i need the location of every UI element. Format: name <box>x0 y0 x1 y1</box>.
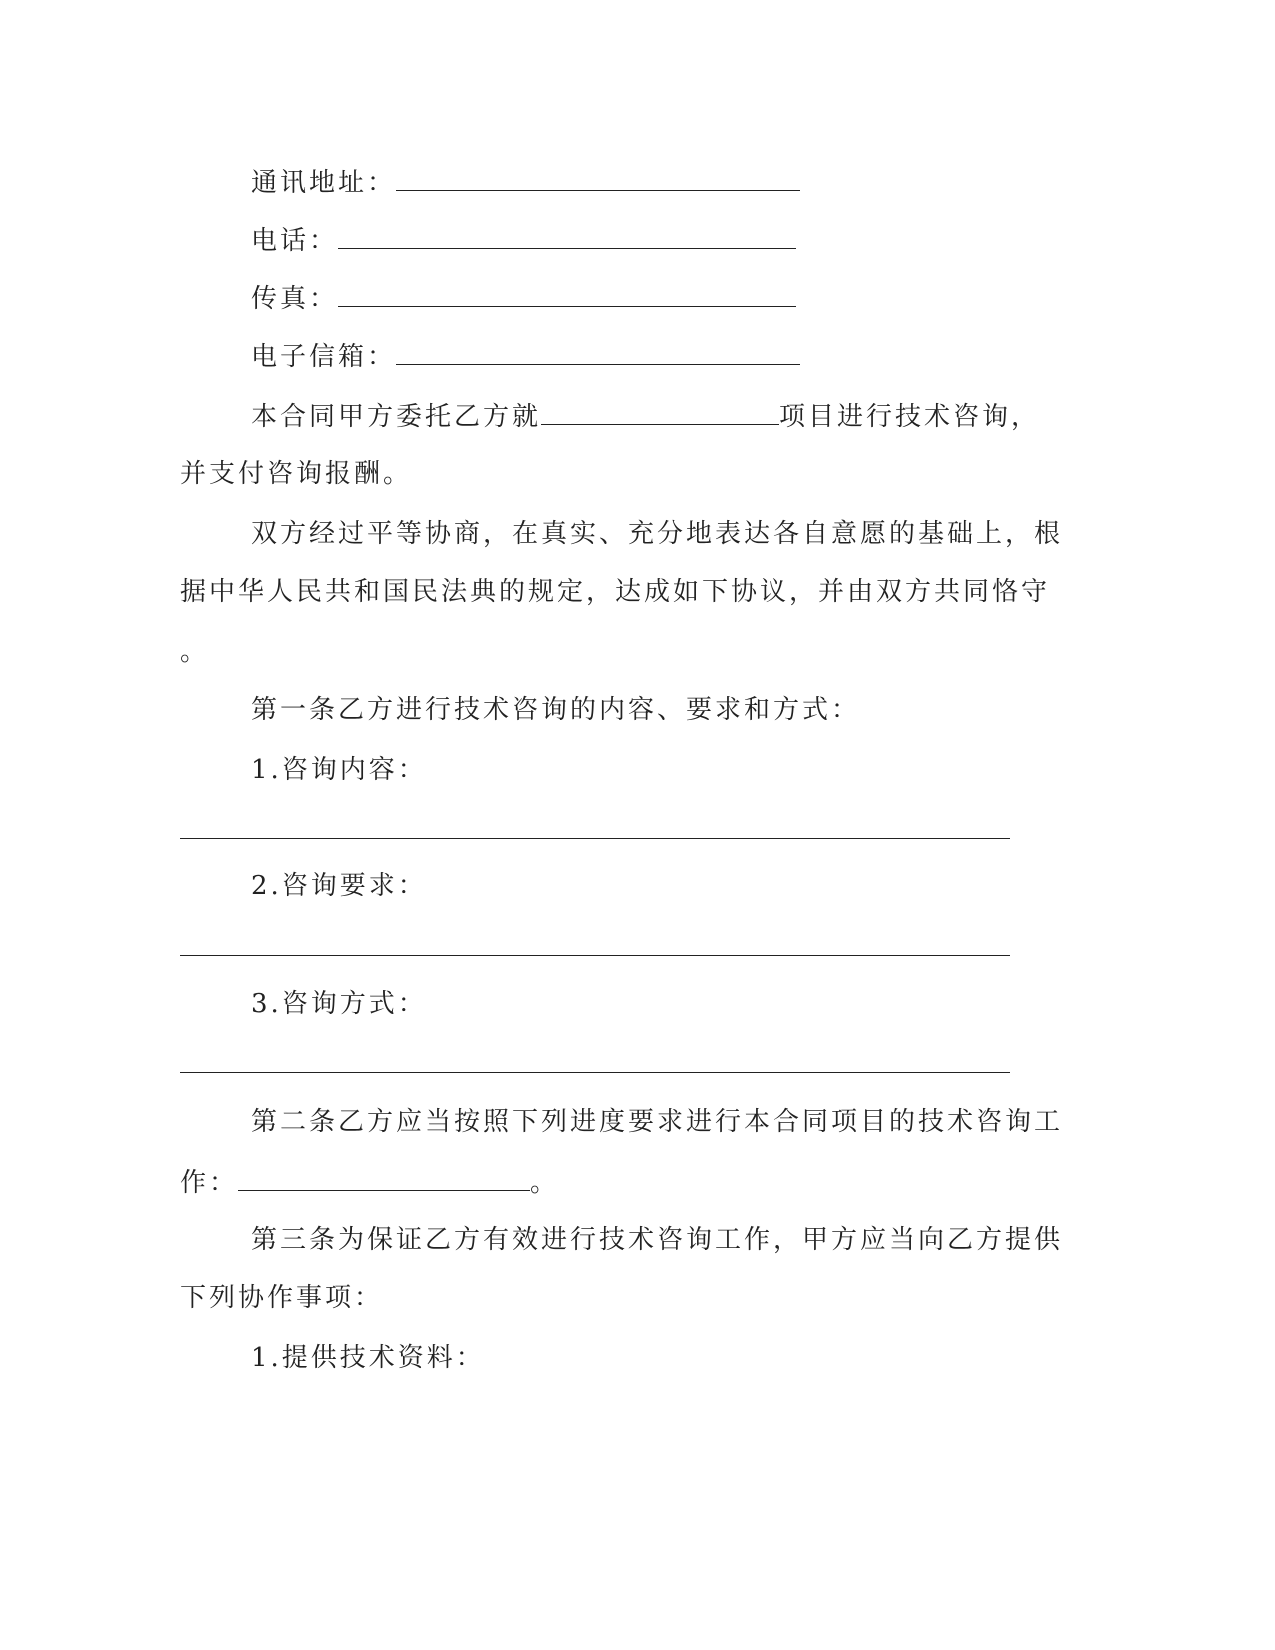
consult-requirement-blank <box>180 955 1010 956</box>
intro-text-before-blank: 本合同甲方委托乙方就 <box>251 402 542 432</box>
phone-blank <box>338 224 796 249</box>
article-1-item-1: 1.咨询内容： <box>251 755 427 785</box>
article-2-text-after-blank: 。 <box>530 1168 560 1198</box>
email-blank <box>396 340 800 365</box>
article-3-item-1: 1.提供技术资料： <box>251 1343 485 1373</box>
intro-paragraph-1-line-1 <box>251 400 1040 433</box>
email-label: 电子信箱： <box>251 342 397 372</box>
fax-blank <box>338 282 796 307</box>
email-row <box>251 340 800 373</box>
article-1-heading: 第一条乙方进行技术咨询的内容、要求和方式： <box>251 695 861 725</box>
project-name-blank <box>541 400 779 425</box>
article-2-line-2 <box>180 1166 559 1199</box>
schedule-blank <box>238 1166 530 1191</box>
phone-label: 电话： <box>251 226 339 256</box>
address-row <box>251 166 800 199</box>
article-3-line-2: 下列协作事项： <box>180 1283 384 1313</box>
intro-paragraph-2-line-2: 据中华人民共和国民法典的规定，达成如下协议，并由双方共同恪守 <box>180 577 1051 607</box>
address-label: 通讯地址： <box>251 168 397 198</box>
consult-method-blank <box>180 1072 1010 1073</box>
fax-row <box>251 282 796 315</box>
address-blank <box>396 166 800 191</box>
article-1-item-3: 3.咨询方式： <box>251 989 427 1019</box>
article-1-item-2: 2.咨询要求： <box>251 871 427 901</box>
consult-content-blank <box>180 838 1010 839</box>
article-3-line-1: 第三条为保证乙方有效进行技术咨询工作，甲方应当向乙方提供 <box>251 1225 1064 1255</box>
intro-paragraph-2-line-1: 双方经过平等协商，在真实、充分地表达各自意愿的基础上，根 <box>251 519 1064 549</box>
article-2-text-before-blank: 作： <box>180 1168 239 1198</box>
intro-text-after-blank: 项目进行技术咨询， <box>779 402 1041 432</box>
fax-label: 传真： <box>251 284 339 314</box>
intro-paragraph-2-line-3: 。 <box>180 637 210 667</box>
article-2-line-1: 第二条乙方应当按照下列进度要求进行本合同项目的技术咨询工 <box>251 1107 1064 1137</box>
phone-row <box>251 224 796 257</box>
intro-paragraph-1-line-2: 并支付咨询报酬。 <box>180 459 413 489</box>
